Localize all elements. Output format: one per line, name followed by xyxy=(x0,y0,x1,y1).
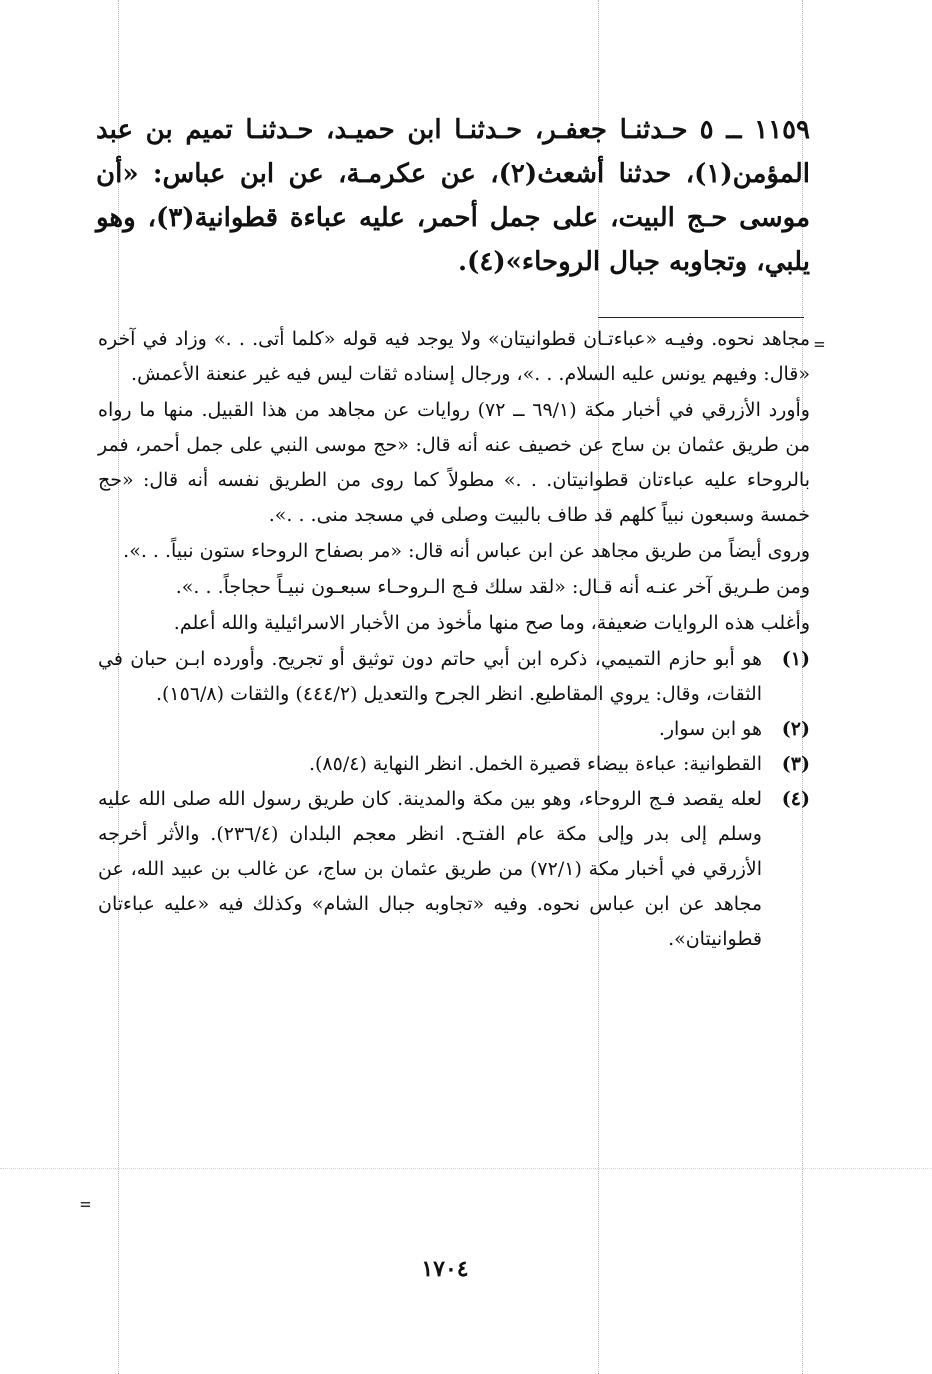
continuation-paragraph: وروى أيضاً من طريق مجاهد عن ابن عباس أنه قال: «مر بصفاح الروحاء ستون نبياً. . .». xyxy=(123,540,810,562)
footnotes-block xyxy=(98,322,810,957)
footnote-4 xyxy=(98,782,810,957)
hadith-number: ١١٥٩ ــ ٥ xyxy=(699,115,810,145)
continuation-paragraph: وأورد الأزرقي في أخبار مكة (٦٩/١ ــ ٧٢) روايات عن مجاهد من هذا القبيل. منها ما رواه من طريق عثمان بن ساج عن خصيف عنه أنه قال: «حج موسى النبي على جمل أحمر، فمر بالروحاء عليه عباءتان قطوانيتان. . .» مطولاً كما روى من الطريق نفسه أنه قال: «حج خمسة وسبعون نبياً كلهم قد طاف بالبيت وصلى في مسجد منى. . .». xyxy=(98,399,810,526)
footnote-number: (٢) xyxy=(781,718,810,740)
continuation-paragraph: مجاهد نحوه. وفيـه «عباءتـان قطوانيتان» ولا يوجد فيه قوله «كلما أتى. . .» وزاد في آخره «قال: وفيهم يونس عليه السلام. . .»، ورجال إسناده ثقات ليس فيه غير عنعنة الأعمش. xyxy=(98,328,810,385)
footnote-text: هو ابن سوار. xyxy=(658,718,762,740)
continued-mark-bottom: = xyxy=(80,1194,91,1215)
footnote-number: (١) xyxy=(781,648,810,670)
footnote-text: لعله يقصد فـج الروحاء، وهو بين مكة والمدينة. كان طريق رسول الله صلى الله عليه وسلم إلى بدر وإلى مكة عام الفتـح. انظر معجم البلدان (٢٣٦/٤). والأثر أخرجه الأزرقي في أخبار مكة (٧٢/١) من طريق عثمان بن ساج، عن غالب بن عبيد الله، عن مجاهد عن ابن عباس نحوه. وفيه «تجاوبه جبال الشام» وكذلك فيه «عليه عباءتان قطوانيتان». xyxy=(98,788,763,950)
footnote-3 xyxy=(98,747,810,782)
page-number: ١٧٠٤ xyxy=(421,1256,469,1282)
footnote-text: القطوانية: عباءة بيضاء قصيرة الخمل. انظر النهاية (٨٥/٤). xyxy=(308,753,762,775)
footnote-separator xyxy=(598,317,804,318)
footnote-1 xyxy=(98,642,810,712)
continued-mark-top: = xyxy=(814,334,825,355)
footnote-number: (٣) xyxy=(781,753,810,775)
continuation-paragraph: وأغلب هذه الروايات ضعيفة، وما صح منها مأخوذ من الأخبار الاسرائيلية والله أعلم. xyxy=(173,612,810,634)
footnote-number: (٤) xyxy=(781,788,810,810)
continuation-paragraph: ومن طـريق آخر عنـه أنه قـال: «لقد سلك فـج الـروحـاء سبعـون نبيـاً حجاجاً. . .». xyxy=(175,576,810,598)
hadith-text-block xyxy=(96,108,810,284)
hadith-text: حـدثنـا جعفـر، حـدثنـا ابن حميـد، حـدثنـا تميم بن عبد المؤمن(١)، حدثنا أشعث(٢)، عن عكرمـة، عن ابن عباس: «أن موسى حـج البيت، على جمل أحمر، عليه عباءة قطوانية(٣)، وهو يلبي، وتجاوبه جبال الروحاء»(٤). xyxy=(96,115,810,277)
footnote-2 xyxy=(98,712,810,747)
footnote-text: هو أبو حازم التميمي، ذكره ابن أبي حاتم دون توثيق أو تجريح. وأورده ابـن حبان في الثقات، وقال: يروي المقاطيع. انظر الجرح والتعديل (٤٤٤/٢) والثقات (١٥٦/٨). xyxy=(98,648,762,705)
